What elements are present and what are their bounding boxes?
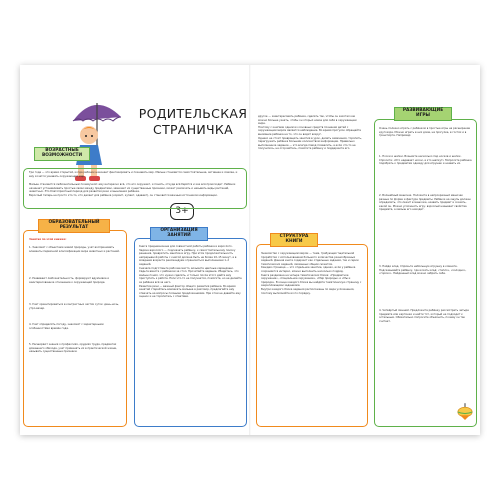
- spinning-top-icon: [457, 403, 473, 421]
- structure-text: Знакомство с окружающим миром — тема, требующая тщательной проработки с использованием большого количества разнообразных заданий. Данная книга содержит как отдельные задания, так и серии тематических заданий, связанных общим сюжетом. Каждая страница — это отдельное занятие, однако, если у ребёнка сохраняется интерес, можно выполнить несколько подряд. Книга разделена на четыре тематических блока: «Предметное окружение», «Социальное окружение», «Мир природы» и «Мы и природа». В конце каждого блока вы найдёте тематическую страницу с закрепляющими заданиями. Внутри каждого блока задания расположены по мере усложнения, поэтому выполняйте их по порядку.: [261, 252, 362, 295]
- result-item-1: 1. Знакомят с объектами живой природы, учат воспринимать элементы первичной классификации мира животных и растений.: [29, 246, 120, 253]
- games-item-4: 4. Четвёртый лишний. Предложите ребёнку рассмотреть четыре предмета или картинки и найти тот, который не подходит к остальным. Обязательно попросите объяснить, почему он так считает.: [379, 309, 469, 323]
- games-intro: Очень полезно играть с ребёнком в простые игры на расширение кругозора. Можно играть в них дома, на прогулке, в гостях и в транспорте. Например:: [379, 127, 471, 138]
- result-item-3: 3. Учат ориентироваться в контрастных частях суток: день-ночь, утро-вечер.: [29, 303, 119, 310]
- games-item-1: 1. Носки и шапки. Возьмите несколько пар носков и шапок. Спросите: «Кто надевает носки, а кто шапку?» Попросите ребёнка подобрать к предметам одежду для игрушек и назвать их.: [379, 155, 472, 166]
- book-spread: [20, 65, 480, 435]
- games-section-tag: РАЗВИВАЮЩИЕ ИГРЫ: [394, 107, 452, 121]
- page-title: РОДИТЕЛЬСКАЯ СТРАНИЧКА: [138, 106, 248, 137]
- organisation-section-tag: ОРГАНИЗАЦИЯ ЗАНЯТИЙ: [150, 227, 208, 241]
- structure-section-tag: СТРУКТУРА КНИГИ: [270, 233, 318, 247]
- result-item-4: 4. Учат определять погоду, знакомят с характерными особенностями времён года.: [29, 323, 104, 330]
- games-item-2: 2. Волшебный мешочек. Положите в непрозрачный мешочек разные по форме и фактуре предметы. Ребёнок на ощупь должен определить, что лежит в мешочке, назвать предмет и сказать, какой он. Можно усложнить игру: взрослый называет свойства предмета, а малыш его находит.: [379, 194, 471, 212]
- right-top-text: другое — заинтересовать ребёнка, сделать так, чтобы он захотел как можно больше узнать, чтобы он открыл новое для себя в окружающем мире. Поэтому с книгами одним из основных средств познания детей с окружающим миром является наблюдение. Во время прогулок обращайте внимание ребёнка на то, что он видит вокруг. Однако не стоит превращать занятия в урок, делать замечания, торопить, перегружать ребёнка большим количеством информации. Правильно выполненное задание — это всегда повод похвалить, а если что-то не получилось, не огорчайтесь, помогите ребёнку и поддержите его.: [258, 115, 362, 151]
- games-item-3: 3. Найди клад. Спрячьте небольшую игрушку в комнате. Подсказывайте ребёнку, где искать клад: «тепло», «холодно», «горячо». Найденный клад можно забрать себе.: [379, 265, 467, 276]
- age-section-tag: ВОЗРАСТНЫЕ ВОЗМОЖНОСТИ: [34, 147, 90, 161]
- result-intro: Занятия по этой книжке:: [29, 238, 67, 241]
- result-item-2: 2. Развивают любознательность, формируют вдумчивое и заинтересованное отношение к окружающей природе.: [29, 277, 110, 284]
- age-section-paragraph-2: Малыш становится любознательным почемучкой: ему интересно всё, что его окружает, и понять, откуда всё берётся и как всё происходит. Ребёнок начинает устанавливать простые связи между предметами, замечает их существенные признаки, может различать и называть виды растений, животных. Это благоприятный период для развития речи и мышления ребёнка. Взрослый теперь не просто кто-то, кто делает для ребёнка (кормит, купает, одевает), он становится важным источником информации.: [29, 183, 236, 197]
- age-section-paragraph-1: Три года — это время открытий, когда ребёнок начинает фантазировать и познавать мир. Малыш становится самостоятельнее, активнее и смелее, и ему хочется узнавать окружающий мир.: [29, 171, 238, 178]
- age-badge: 3+: [170, 203, 194, 220]
- result-section-tag: ОБРАЗОВАТЕЛЬНЫЙ РЕЗУЛЬТАТ: [38, 219, 110, 233]
- organisation-text: Книга предназначена для совместной работы ребёнка и взрослого. Задача взрослого — подсказать ребёнку, к самостоятельному поиску решения, превратить занятие в игру. При этом продолжительность непрерывной работы с книгой должна быть не более 10–15 минут, а в младшем возрасте рекомендуем ограничиться выполнением 1–2 заданий. Сначала подготовьте рабочее место, возьмите цветные карандаши. Сядьте вместе с ребёнком за стол. Прочитайте задание. Убедитесь, что малыш понял, что нужно сделать, и только после этого дайте ему приступить к работе. Если что-то не получается, помогите, но не делайте за ребёнка всё за него. Развитие речи — важный фактор общего развития ребёнка. Во время занятий старайтесь вовлекать малыша в разговор, предлагайте ему отвечать на вопросы полными предложениями. При этом не давайте ему оценок и не торопитесь с ответами.: [139, 245, 242, 299]
- result-item-5: 5. Расширяют знания о профессиях, орудиях труда, предметах домашнего обихода, учат применять их в практической жизни, называть существенные признаки.: [29, 343, 118, 354]
